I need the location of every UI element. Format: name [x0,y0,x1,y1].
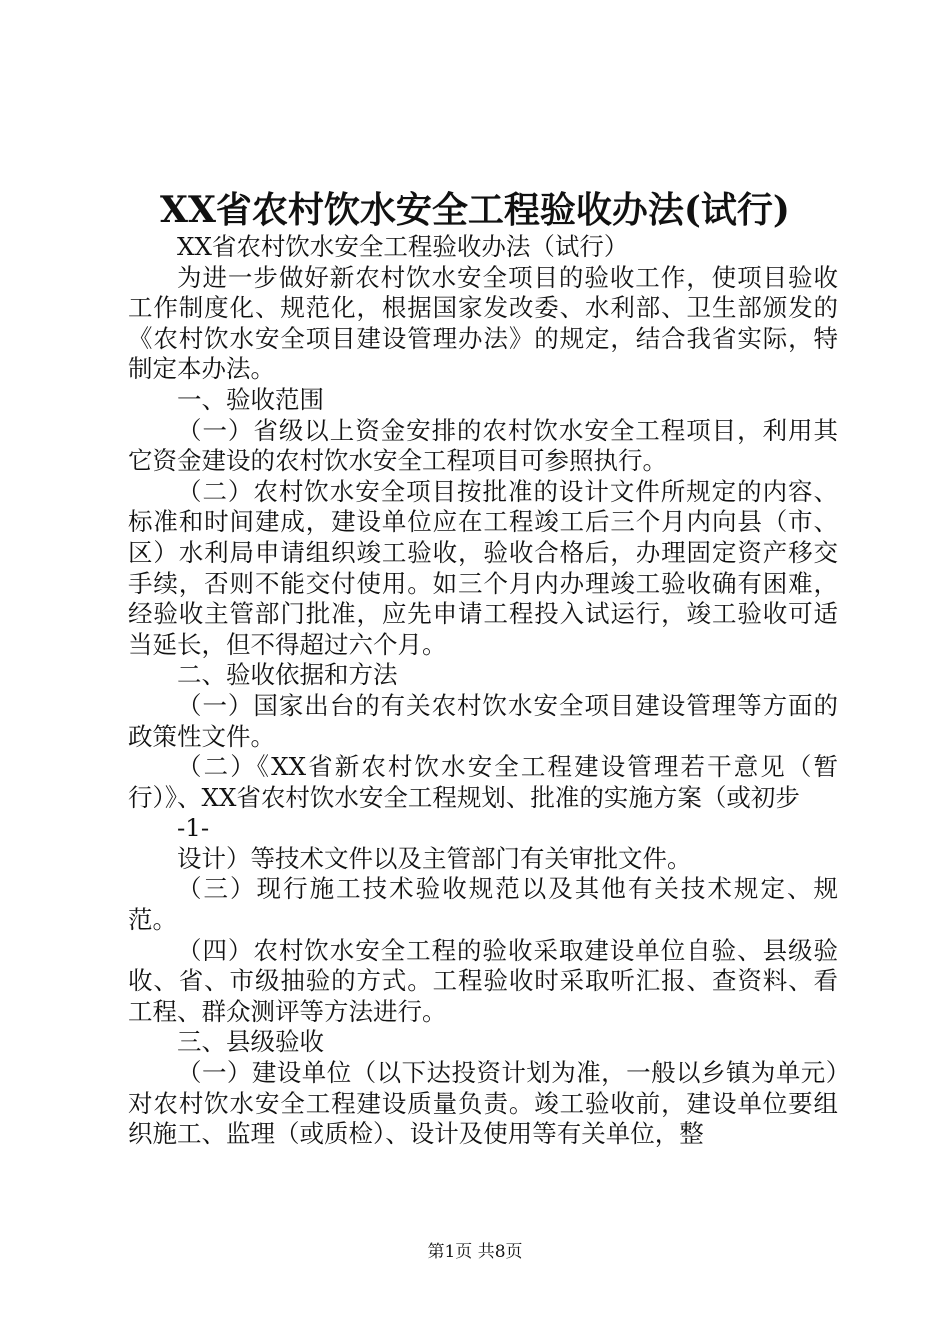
page-footer: 第1页 共8页 [427,1242,523,1262]
intro-paragraph: 为进一步做好新农村饮水安全项目的验收工作，使项目验收工作制度化、规范化，根据国家发改委、水利部、卫生部颁发的《农村饮水安全项目建设管理办法》的规定，结合我省实际，特制定本办法。 [128,262,838,384]
document-body [128,232,838,1150]
section-heading-basis: 二、验收依据和方法 [177,660,398,690]
subtitle-paragraph: XX省农村饮水安全工程验收办法（试行） [177,232,629,261]
section-heading-county: 三、县级验收 [177,1027,324,1057]
county-item-1: （一）建设单位（以下达投资计划为准，一般以乡镇为单元）对农村饮水安全工程建设质量负责。竣工验收前，建设单位要组织施工、监理（或质检）、设计及使用等有关单位，整 [128,1058,838,1149]
basis-item-3: （三）现行施工技术验收规范以及其他有关技术规定、规范。 [128,874,838,935]
basis-item-4: （四）农村饮水安全工程的验收采取建设单位自验、县级验收、省、市级抽验的方式。工程验收时采取听汇报、查资料、看工程、群众测评等方法进行。 [128,935,838,1026]
basis-item-2-continued: 设计）等技术文件以及主管部门有关审批文件。 [177,843,692,873]
basis-item-2: （二）《XX省新农村饮水安全工程建设管理若干意见（暂行）》、XX省农村饮水安全工程规划、批准的实施方案（或初步 [128,752,838,812]
document-title: XX省农村饮水安全工程验收办法(试行) [160,189,790,231]
scope-item-2: （二）农村饮水安全项目按批准的设计文件所规定的内容、标准和时间建成，建设单位应在工程竣工后三个月内向县（市、区）水利局申请组织竣工验收，验收合格后，办理固定资产移交手续，否则不能交付使用。如三个月内办理竣工验收确有困难，经验收主管部门批准，应先申请工程投入试运行，竣工验收可适当延长，但不得超过六个月。 [128,476,838,659]
section-heading-scope: 一、验收范围 [177,384,324,414]
basis-item-1: （一）国家出台的有关农村饮水安全项目建设管理等方面的政策性文件。 [128,690,838,751]
inline-page-number: -1- [177,813,210,843]
scope-item-1: （一）省级以上资金安排的农村饮水安全工程项目，利用其它资金建设的农村饮水安全工程项目可参照执行。 [128,415,838,476]
